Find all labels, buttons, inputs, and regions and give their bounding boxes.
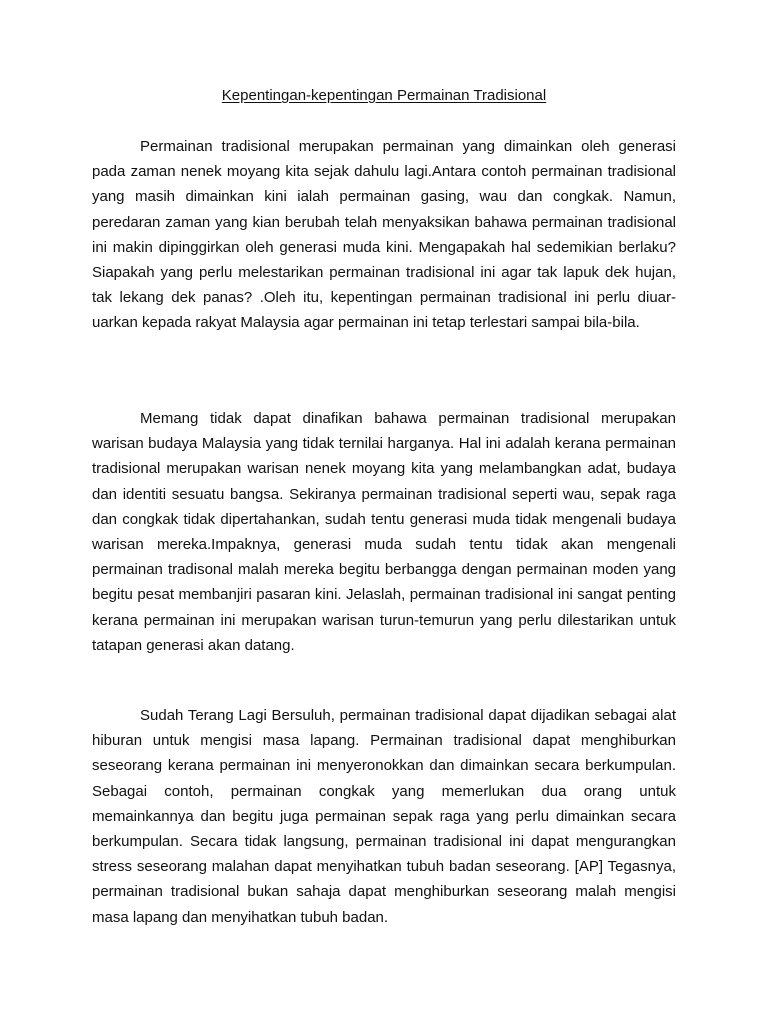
paragraph-1: Permainan tradisional merupakan permainan yang dimainkan oleh generasi pada zaman nenek moyang kita sejak dahulu lagi.Antara contoh permainan tradisional yang masih dimainkan kini ialah permainan gasing, wau dan congkak. Namun, peredaran zaman yang kian berubah telah menyaksikan bahawa permainan tradisional ini makin dipinggirkan oleh generasi muda kini. Mengapakah hal sedemikian berlaku? Siapakah yang perlu melestarikan permainan tradisional ini agar tak lapuk dek hujan, tak lekang dek panas? .Oleh itu, kepentingan permainan tradisional ini perlu diuar-uarkan kepada rakyat Malaysia agar permainan ini tetap terlestari sampai bila-bila. [92,138,676,332]
document-title: Kepentingan-kepentingan Permainan Tradisional [221,87,547,104]
paragraph-3: Sudah Terang Lagi Bersuluh, permainan tradisional dapat dijadikan sebagai alat hiburan untuk mengisi masa lapang. Permainan tradisional dapat menghiburkan seseorang kerana permainan ini menyeronokkan dan dimainkan secara berkumpulan. Sebagai contoh, permainan congkak yang memerlukan dua orang untuk memainkannya dan begitu juga permainan sepak raga yang perlu dimainkan secara berkumpulan. Secara tidak langsung, permainan tradisional ini dapat mengurangkan stress seseorang malahan dapat menyihatkan tubuh badan seseorang. [AP] Tegasnya, permainan tradisional bukan sahaja dapat menghiburkan seseorang malah mengisi masa lapang dan menyihatkan tubuh badan. [92,707,676,926]
paragraph-2: Memang tidak dapat dinafikan bahawa permainan tradisional merupakan warisan budaya Malaysia yang tidak ternilai harganya. Hal ini adalah kerana permainan tradisional merupakan warisan nenek moyang kita yang melambangkan adat, budaya dan identiti sesuatu bangsa. Sekiranya permainan tradisional seperti wau, sepak raga dan congkak tidak dipertahankan, sudah tentu generasi muda tidak mengenali budaya warisan mereka.Impaknya, generasi muda sudah tentu tidak akan mengenali permainan tradisonal malah mereka begitu berbangga dengan permainan moden yang begitu pesat membanjiri pasaran kini. Jelaslah, permainan tradisional ini sangat penting kerana permainan ini merupakan warisan turun-temurun yang perlu dilestarikan untuk tatapan generasi akan datang. [92,410,676,654]
